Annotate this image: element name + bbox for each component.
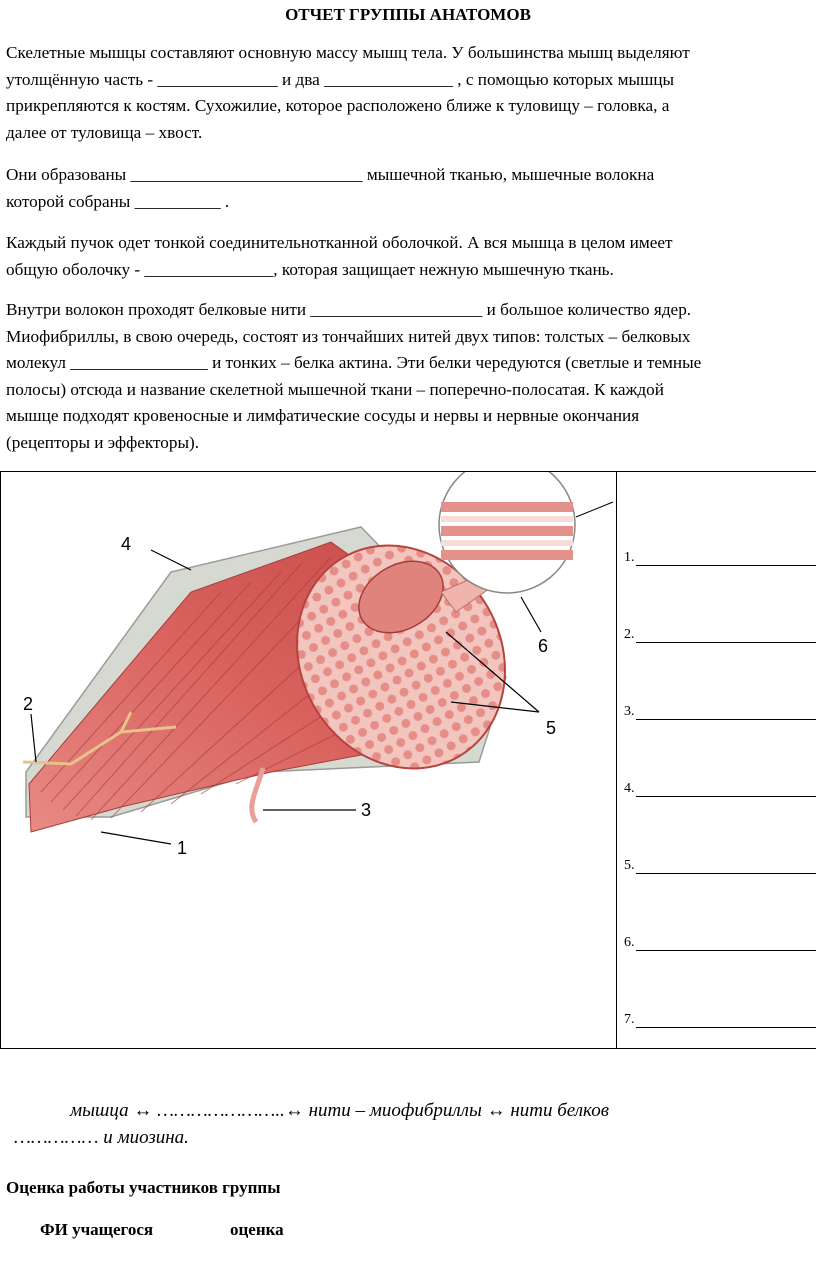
answer-number: 7. bbox=[624, 1012, 635, 1027]
evaluation-heading: Оценка работы участников группы bbox=[6, 1178, 281, 1197]
answer-blank[interactable] bbox=[636, 719, 816, 720]
text-line: Они образованы ___________________________ мышечной тканью, мышечные волокна bbox=[6, 165, 655, 184]
answer-number: 5. bbox=[624, 858, 635, 873]
answer-number: 1. bbox=[624, 550, 635, 565]
figure-label: 4 bbox=[121, 534, 132, 554]
answer-blank[interactable] bbox=[636, 796, 816, 797]
text-line: Каждый пучок одет тонкой соединительнотканной оболочкой. А вся мышца в целом имеет bbox=[6, 233, 673, 252]
text-line: прикрепляются к костям. Сухожилие, которое расположено ближе к туловищу – головка, а bbox=[6, 96, 670, 115]
figure-label: 6 bbox=[538, 636, 549, 656]
text-line: которой собраны __________ . bbox=[6, 191, 230, 211]
answer-number: 3. bbox=[624, 704, 635, 719]
text-line: Миофибриллы, в свою очередь, состоят из тончайших нитей двух типов: толстых – белковых bbox=[6, 326, 691, 346]
chain-line-2 bbox=[14, 1124, 804, 1151]
myofibril-stripes bbox=[441, 502, 573, 560]
answer-number: 4. bbox=[624, 781, 635, 796]
answer-blank[interactable] bbox=[636, 565, 816, 566]
answer-blank[interactable] bbox=[636, 1027, 816, 1028]
answer-number: 6. bbox=[624, 935, 635, 950]
figure-label: 2 bbox=[23, 694, 34, 714]
page-title: ОТЧЕТ ГРУППЫ АНАТОМОВ bbox=[285, 5, 531, 24]
text-line: молекул ________________ и тонких – белка актина. Эти белки чередуются (светлые и темные bbox=[6, 353, 702, 372]
chain-text: мышца ↔ …………………..↔ нити – миофибриллы ↔ нити белков bbox=[70, 1100, 609, 1121]
text-line: утолщённую часть - ______________ и два _______________ , с помощью которых мышцы bbox=[6, 69, 675, 89]
figure-label: 3 bbox=[361, 800, 372, 820]
answer-row-7 bbox=[624, 1010, 816, 1030]
answer-blank[interactable] bbox=[636, 873, 816, 874]
text-line: Скелетные мышцы составляют основную массу мышц тела. У большинства мышц выделяют bbox=[6, 43, 690, 62]
text-line: (рецепторы и эффекторы). bbox=[6, 432, 200, 452]
answer-blank[interactable] bbox=[636, 950, 816, 951]
figure-label: 5 bbox=[546, 718, 557, 738]
answer-number: 2. bbox=[624, 627, 635, 642]
answer-row-2 bbox=[624, 625, 816, 645]
answer-row-1 bbox=[624, 548, 816, 568]
answer-row-3 bbox=[624, 702, 816, 722]
paragraph-3 bbox=[6, 230, 806, 283]
chain-line-1 bbox=[14, 1097, 804, 1124]
column-header-grade: оценка bbox=[230, 1220, 284, 1239]
paragraph-2 bbox=[6, 162, 806, 215]
chain-text: …………… и миозина. bbox=[14, 1127, 189, 1148]
text-line: мышце подходят кровеносные и лимфатические сосуды и нервы и нервные окончания bbox=[6, 406, 640, 425]
text-line: Внутри волокон проходят белковые нити ____________________ и большое количество ядер. bbox=[6, 300, 692, 319]
text-line: общую оболочку - _______________, которая защищает нежную мышечную ткань. bbox=[6, 259, 614, 279]
muscle-structure-illustration bbox=[1, 472, 615, 1048]
figure-label: 1 bbox=[177, 838, 188, 858]
answer-row-6 bbox=[624, 933, 816, 953]
paragraph-1 bbox=[6, 40, 806, 146]
leader-7 bbox=[576, 502, 613, 517]
answer-row-4 bbox=[624, 779, 816, 799]
column-header-name: ФИ учащегося bbox=[40, 1220, 154, 1239]
text-line: далее от туловища – хвост. bbox=[6, 122, 203, 142]
answer-blank[interactable] bbox=[636, 642, 816, 643]
text-line: полосы) отсюда и название скелетной мышечной ткани – поперечно-полосатая. К каждой bbox=[6, 379, 664, 399]
answer-row-5 bbox=[624, 856, 816, 876]
paragraph-4 bbox=[6, 297, 806, 456]
column-divider bbox=[616, 472, 617, 1048]
